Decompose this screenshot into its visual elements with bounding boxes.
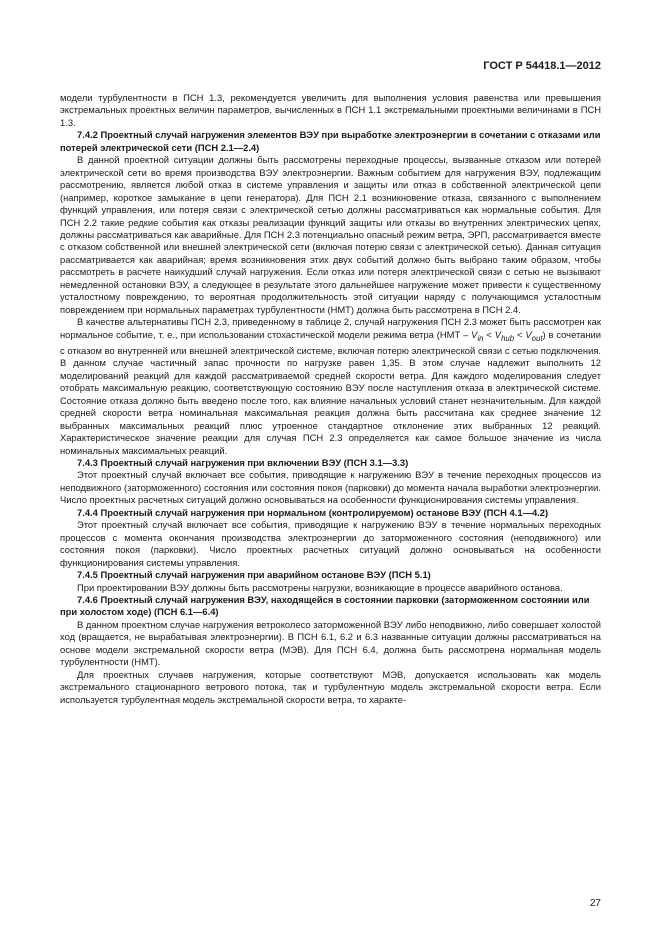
section-heading-7-4-4: 7.4.4 Проектный случай нагружения при нормальном (контролируемом) останове ВЭУ (ПСН 4.1—4.2) bbox=[77, 506, 549, 518]
paragraph: Для проектных случаев нагружения, которые соответствуют МЭВ, допускается использовать как модель экстремального стационарного ветрового потока, так и турбулентную модель экстремальной скорости ветра. Если используется турбулентная модель экстремальной скорости ветра, то характе- bbox=[60, 668, 601, 705]
section-heading-7-4-3: 7.4.3 Проектный случай нагружения при включении ВЭУ (ПСН 3.1—3.3) bbox=[77, 457, 409, 469]
paragraph: модели турбулентности в ПСН 1.3, рекомендуется увеличить для выполнения условия равенства или превышения экстремальных проектных величин параметров, вычисленных в ПСН 1.1 экстремальными проектными величинами в ПСН 1.3. bbox=[60, 92, 601, 128]
paragraph-text: В качестве альтернативы ПСН 2.3, приведенному в таблице 2, случай нагружения ПСН 2.3 может быть рассмотрен как нормальное событие, т. е., при использовании стохастической модели режима ветра (НМТ – bbox=[60, 316, 601, 340]
v-out-symbol: $V_{out}$ bbox=[525, 328, 543, 343]
v-hub-symbol: $V_{hub}$ bbox=[494, 328, 515, 343]
paragraph: Этот проектный случай включает все события, приводящие к нагружению ВЭУ в течение нормальных переходных процессов с момента окончания производства электроэнергии до заторможенного состояния (неподвижного) или состояния покоя (парковки). Число проектных расчетных ситуаций должно основываться на особенности функционирования системы управления. bbox=[60, 519, 601, 568]
section-heading-7-4-6: 7.4.6 Проектный случай нагружения ВЭУ, находящейся в состоянии парковки (заторможенном состоянии или при холостом ходе) (ПСН 6.1—6.4) bbox=[60, 594, 590, 618]
paragraph-formula: В качестве альтернативы ПСН 2.3, приведенному в таблице 2, случай нагружения ПСН 2.3 может быть рассмотрен как нормальное событие, т. е., при использовании стохастической модели режима ветра $(НМТ - V_{in} < V_{hub} < V_{out})$ в сочетании с отказом во внутренней или внешней электрической системе, включая потерю электрической связи с сетью подключения. В данном случае частичный запас прочности по нагрузке равен 1,35. В этом случае надлежит выполнить 12 моделирований реакций для каждой рассматриваемой средней скорости ветра. Для каждого моделирования следует отобрать максимальную реакцию, соответствующую состоянию ВЭУ после наступления отказа в электрической системе. Состояние отказа должно быть введено после того, как влияние начальных условий станет незначительным. Для каждой средней скорости ветра номинальная максимальная реакция должна быть рассчитана как среднее значение 12 выбранных максимальных реакций плюс утроенное стандартное отклонение этих выбранных 12 реакций. Характеристическое значение реакции для случая ПСН 2.3 определяется как самое большое значение из числа номинальных максимальных реакций. bbox=[60, 316, 602, 456]
section-heading-7-4-2: 7.4.2 Проектный случай нагружения элементов ВЭУ при выработке электроэнергии в сочетании с отказами или потерей электрической сети (ПСН 2.1—2.4) bbox=[60, 129, 601, 153]
paragraph: При проектировании ВЭУ должны быть рассмотрены нагрузки, возникающие в процессе аварийного останова. bbox=[77, 581, 563, 593]
paragraph-text: ) в сочетании с отказом во внутренней или внешней электрической системе, включая потерю электрической связи с сетью подключения. В данном случае частичный запас прочности по нагрузке равен 1,35. В этом случае надлежит выполнить 12 моделирований реакций для каждой рассматриваемой средней скорости ветра. Для каждого моделирования следует отобрать максимальную реакцию, соответствующую состоянию ВЭУ после наступления отказа в электрической системе. Состояние отказа должно быть введено после того, как влияние начальных условий станет незначительным. Для каждой средней скорости ветра номинальная максимальная реакция должна быть рассчитана как среднее значение 12 выбранных максимальных реакций плюс утроенное стандартное отклонение этих выбранных 12 реакций. Характеристическое значение реакции для случая ПСН 2.3 определяется как самое большое значение из числа номинальных максимальных реакций. bbox=[60, 328, 602, 456]
page-number: 27 bbox=[589, 898, 601, 909]
paragraph: Этот проектный случай включает все события, приводящие к нагружению ВЭУ в течение переходных процессов из неподвижного (заторможенного) состояния или состояния покоя (парковки) до момента начала выработки электроэнергии. Число проектных расчетных ситуаций должно основываться на особенности функционирования системы управления. bbox=[60, 469, 601, 506]
paragraph: В данном проектном случае нагружения ветроколесо заторможенной ВЭУ либо неподвижно, либо совершает холостой ход (вращается, не вырабатывая электроэнергии). В ПСН 6.1, 6.2 и 6.3 названные ситуации должны рассматриваться на основе модели экстремальной скорости ветра (МЭВ). Для ПСН 6.4, должна быть рассмотрена нормальная модель турбулентности (НМТ). bbox=[60, 618, 601, 668]
page-body bbox=[60, 92, 601, 706]
section-heading-7-4-5: 7.4.5 Проектный случай нагружения при аварийном останове ВЭУ (ПСН 5.1) bbox=[77, 569, 431, 581]
paragraph: В данной проектной ситуации должны быть рассмотрены переходные процессы, вызванные отказом или потерей электрической сети во время производства ВЭУ электроэнергии. Важным событием для нагружения ВЭУ, подлежащим рассмотрению, является любой отказ в системе управления и защиты или отказ в собственной электрической цепи (например, короткое замыкание в цепи генератора). Для ПСН 2.1 возникновение отказа, связанного с выполнением функций управления, или потеря связи с электрической сетью должны рассматриваться как нормальные события. Для ПСН 2.2 такие редкие события как отказы реализации функций защиты или отказы во внутренних электрических цепях, должны рассматриваться как аварийные. Для ПСН 2.3 потенциально опасный режим ветра, ЭРП, рассматривается вместе с отказом собственной или внешней электрической сети (включая потерю связи с электрической сетью). Данная ситуация рассматривается как аварийная; время возникновения этих двух событий должно быть выбрано таким образом, чтобы рассмотреть в расчете наихудший случай нагружения. Если отказ или потеря электрической связи с сетью не вызывают немедленной остановки ВЭУ, а следующее в результате этого дальнейшее нагружение может привести к существенному усталостному повреждению, то вероятная продолжительность этой ситуации наряду с получающимся усталостным повреждением при нормальных параметрах турбулентности (НМТ) должна быть рассмотрена в ПСН 2.4. bbox=[60, 154, 601, 315]
document-id: ГОСТ Р 54418.1—2012 bbox=[483, 60, 601, 72]
v-in-symbol: $V_{in}$ bbox=[471, 328, 484, 343]
